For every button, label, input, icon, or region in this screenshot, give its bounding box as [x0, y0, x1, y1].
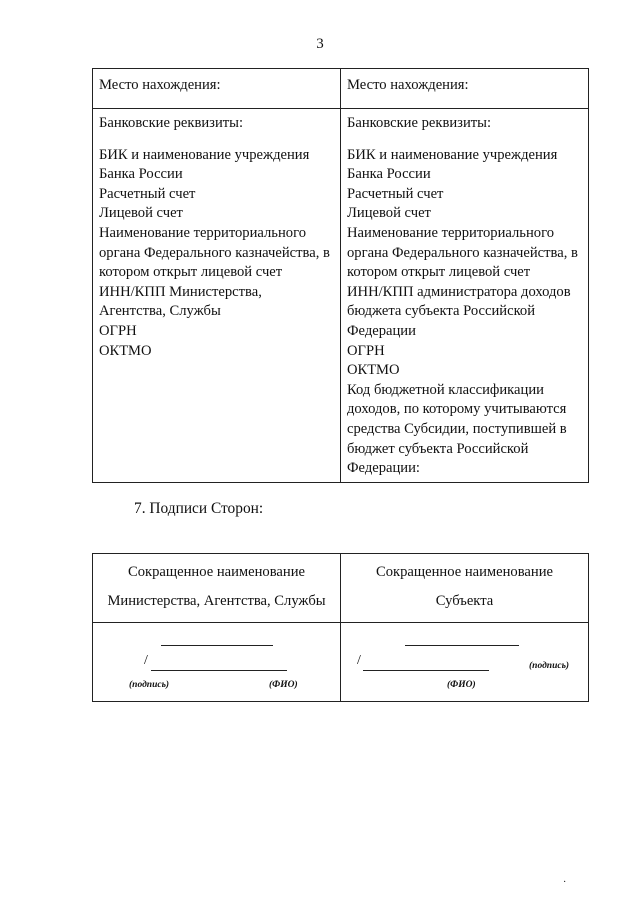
left-bank-details	[93, 109, 341, 483]
party-names-row	[93, 554, 589, 623]
left-party-name	[93, 554, 341, 623]
right-location-cell: Место нахождения:	[341, 69, 589, 109]
bank-detail-line: Федерации:	[347, 460, 420, 477]
left-fio-line	[151, 670, 287, 671]
bank-detail-line: ИНН/КПП Министерства,	[99, 283, 262, 300]
bank-detail-line: Наименование территориального	[347, 224, 554, 241]
left-signature-cell	[93, 623, 341, 702]
signature-row	[93, 623, 589, 702]
left-signature-line	[161, 645, 273, 646]
left-location-cell: Место нахождения:	[93, 69, 341, 109]
bank-detail-line: органа Федерального казначейства, в	[99, 244, 330, 261]
bank-detail-line: бюджета субъекта Российской	[347, 303, 536, 320]
left-party-name-line2: Министерства, Агентства, Службы	[107, 593, 326, 609]
left-sign-caption: (подпись)	[129, 680, 170, 690]
scan-mark-dot: ·	[563, 877, 567, 888]
bank-detail-line: Банка России	[99, 166, 183, 183]
bank-detail-line: Банковские реквизиты:	[99, 115, 243, 131]
right-fio-line	[363, 670, 489, 671]
bank-detail-line: Агентства, Службы	[99, 303, 221, 320]
bank-detail-line: Лицевой счет	[347, 205, 431, 222]
bank-detail-line: БИК и наименование учреждения	[99, 146, 310, 163]
right-signature-line	[405, 645, 519, 646]
bank-detail-line: котором открыт лицевой счет	[347, 264, 531, 281]
bank-detail-line: котором открыт лицевой счет	[99, 264, 283, 281]
signatures-table	[92, 553, 589, 702]
bank-detail-line: органа Федерального казначейства, в	[347, 244, 578, 261]
bank-detail-line: Наименование территориального	[99, 224, 306, 241]
bank-detail-line: ОКТМО	[99, 342, 152, 359]
right-sign-caption: (подпись)	[529, 661, 570, 671]
bank-detail-line: Лицевой счет	[99, 205, 183, 222]
right-slash: /	[357, 653, 361, 668]
left-fio-caption: (ФИО)	[269, 680, 298, 690]
right-fio-caption: (ФИО)	[447, 680, 476, 690]
bank-detail-line: средства Субсидии, поступившей в	[347, 420, 567, 437]
line-gap	[347, 134, 582, 146]
right-bank-details	[341, 109, 589, 483]
requisites-table	[92, 68, 589, 483]
page-number: 3	[316, 36, 324, 52]
left-party-name-line1: Сокращенное наименование	[127, 564, 306, 580]
right-party-name-line2: Субъекта	[435, 593, 494, 609]
bank-detail-line: БИК и наименование учреждения	[347, 146, 558, 163]
bank-detail-line: ОКТМО	[347, 362, 400, 379]
bank-detail-line: ИНН/КПП администратора доходов	[347, 283, 571, 300]
bank-detail-line: Федерации	[347, 322, 416, 339]
bank-detail-line: ОГРН	[99, 322, 137, 339]
right-signature-cell	[341, 623, 589, 702]
right-party-name	[341, 554, 589, 623]
bank-detail-line: Банковские реквизиты:	[347, 115, 491, 131]
bank-detail-line: Банка России	[347, 166, 431, 183]
location-row	[93, 69, 589, 109]
bank-detail-line: бюджет субъекта Российской	[347, 440, 529, 457]
signatures-title: 7. Подписи Сторон:	[134, 500, 264, 517]
bank-detail-line: Расчетный счет	[99, 185, 196, 202]
right-party-name-line1: Сокращенное наименование	[375, 564, 554, 580]
bank-detail-line: Код бюджетной классификации	[347, 381, 544, 398]
bank-detail-line: ОГРН	[347, 342, 385, 359]
left-slash: /	[144, 653, 148, 668]
bank-details-row	[93, 109, 589, 483]
bank-detail-line: Расчетный счет	[347, 185, 444, 202]
line-gap	[99, 134, 334, 146]
bank-detail-line: доходов, по которому учитываются	[347, 401, 567, 418]
